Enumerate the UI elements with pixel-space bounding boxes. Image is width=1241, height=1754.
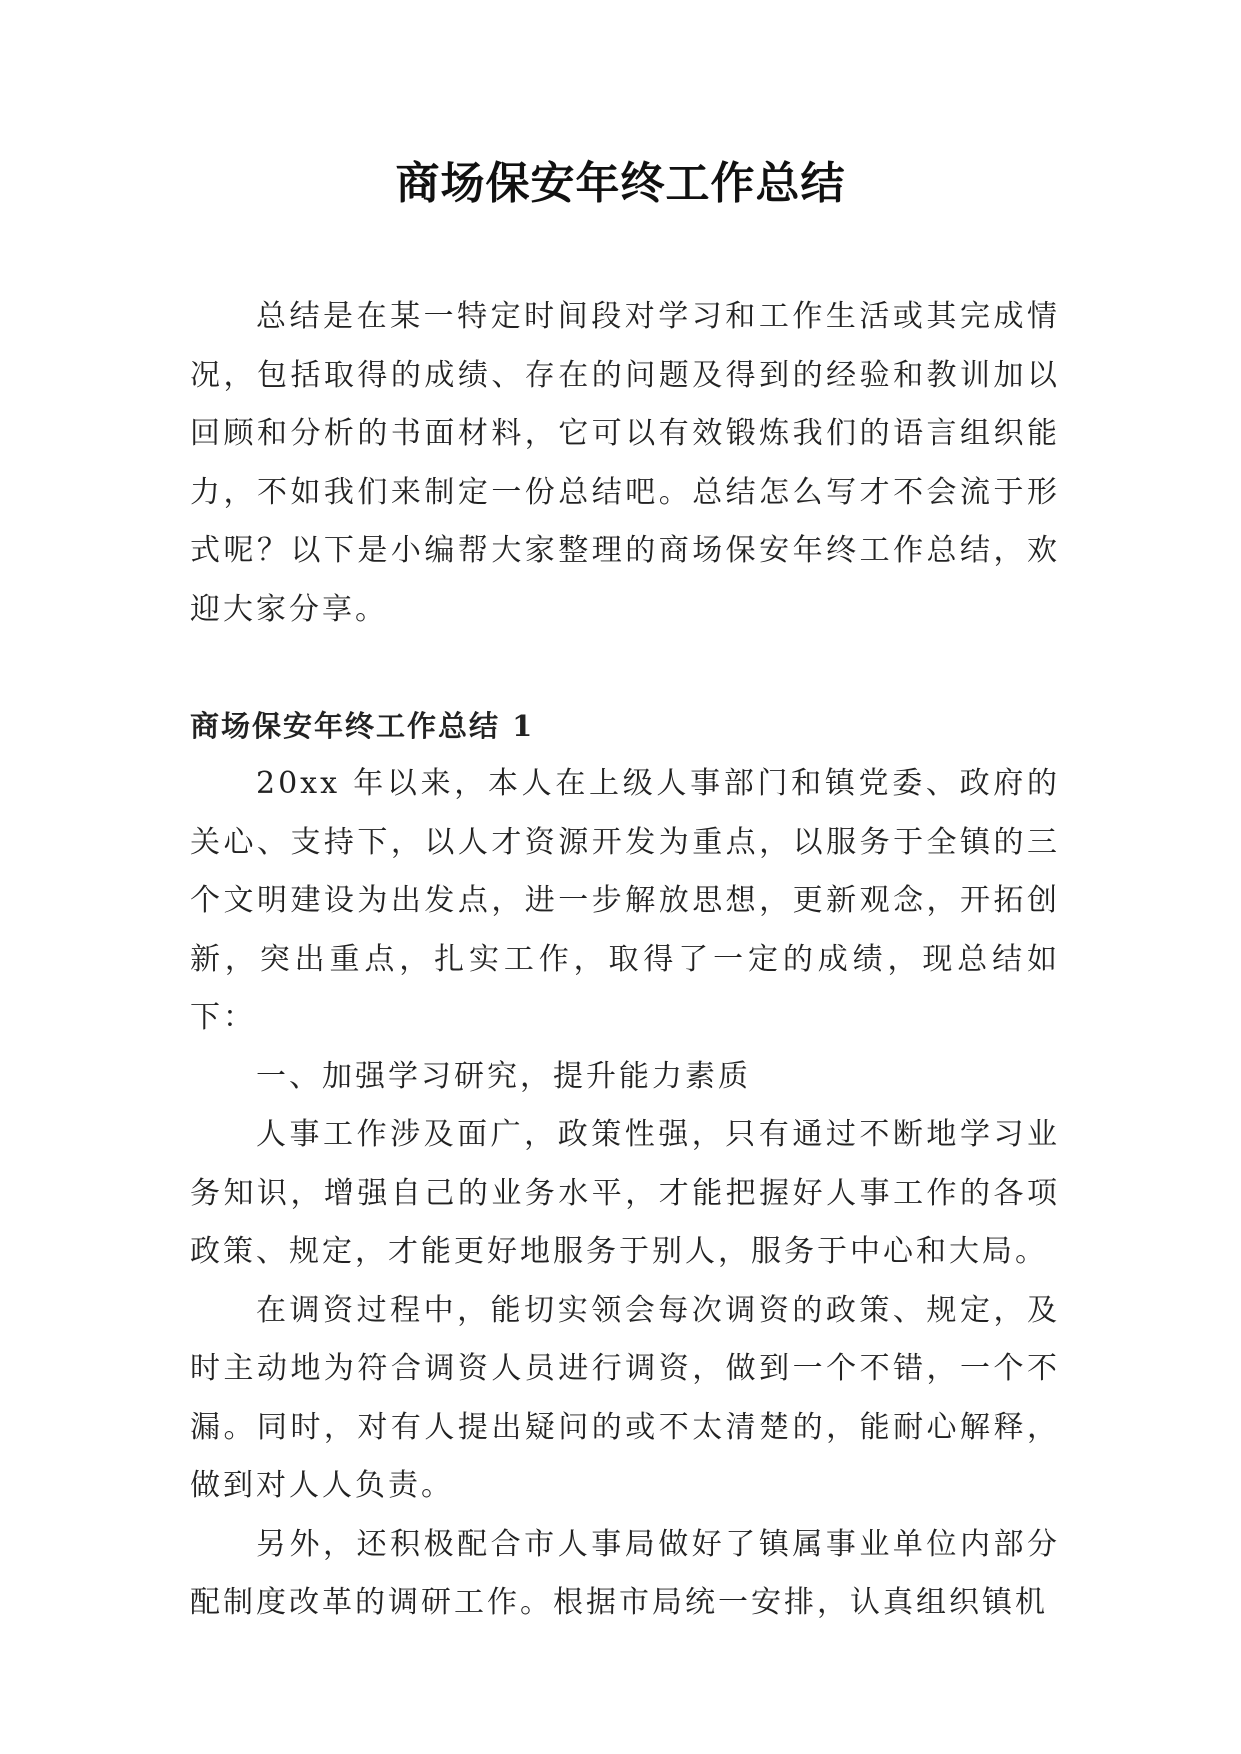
section-body bbox=[190, 755, 1060, 1633]
subheading-1: 一、加强学习研究，提升能力素质 bbox=[256, 1058, 751, 1094]
document-title: 商场保安年终工作总结 bbox=[395, 158, 846, 209]
section-paragraph-1: 20xx 年以来，本人在上级人事部门和镇党委、政府的关心、支持下，以人才资源开发为重点，以服务于全镇的三个文明建设为出发点，进一步解放思想，更新观念，开拓创新，突出重点，扎实工作，取得了一定的成绩，现总结如下： bbox=[190, 766, 1060, 1035]
section-paragraph-2: 人事工作涉及面广，政策性强，只有通过不断地学习业务知识，增强自己的业务水平，才能把握好人事工作的各项政策、规定，才能更好地服务于别人，服务于中心和大局。 bbox=[190, 1117, 1060, 1269]
section-paragraph-3: 在调资过程中，能切实领会每次调资的政策、规定，及时主动地为符合调资人员进行调资，做到一个不错，一个不漏。同时，对有人提出疑问的或不太清楚的，能耐心解释，做到对人人负责。 bbox=[190, 1292, 1060, 1503]
intro-paragraph: 总结是在某一特定时间段对学习和工作生活或其完成情况，包括取得的成绩、存在的问题及得到的经验和教训加以回顾和分析的书面材料，它可以有效锻炼我们的语言组织能力，不如我们来制定一份总结吧。总结怎么写才不会流于形式呢？以下是小编帮大家整理的商场保安年终工作总结，欢迎大家分享。 bbox=[190, 299, 1060, 627]
section-paragraph-4: 另外，还积极配合市人事局做好了镇属事业单位内部分配制度改革的调研工作。根据市局统一安排，认真组织镇机 bbox=[190, 1526, 1060, 1620]
section-heading: 商场保安年终工作总结 1 bbox=[190, 709, 535, 743]
